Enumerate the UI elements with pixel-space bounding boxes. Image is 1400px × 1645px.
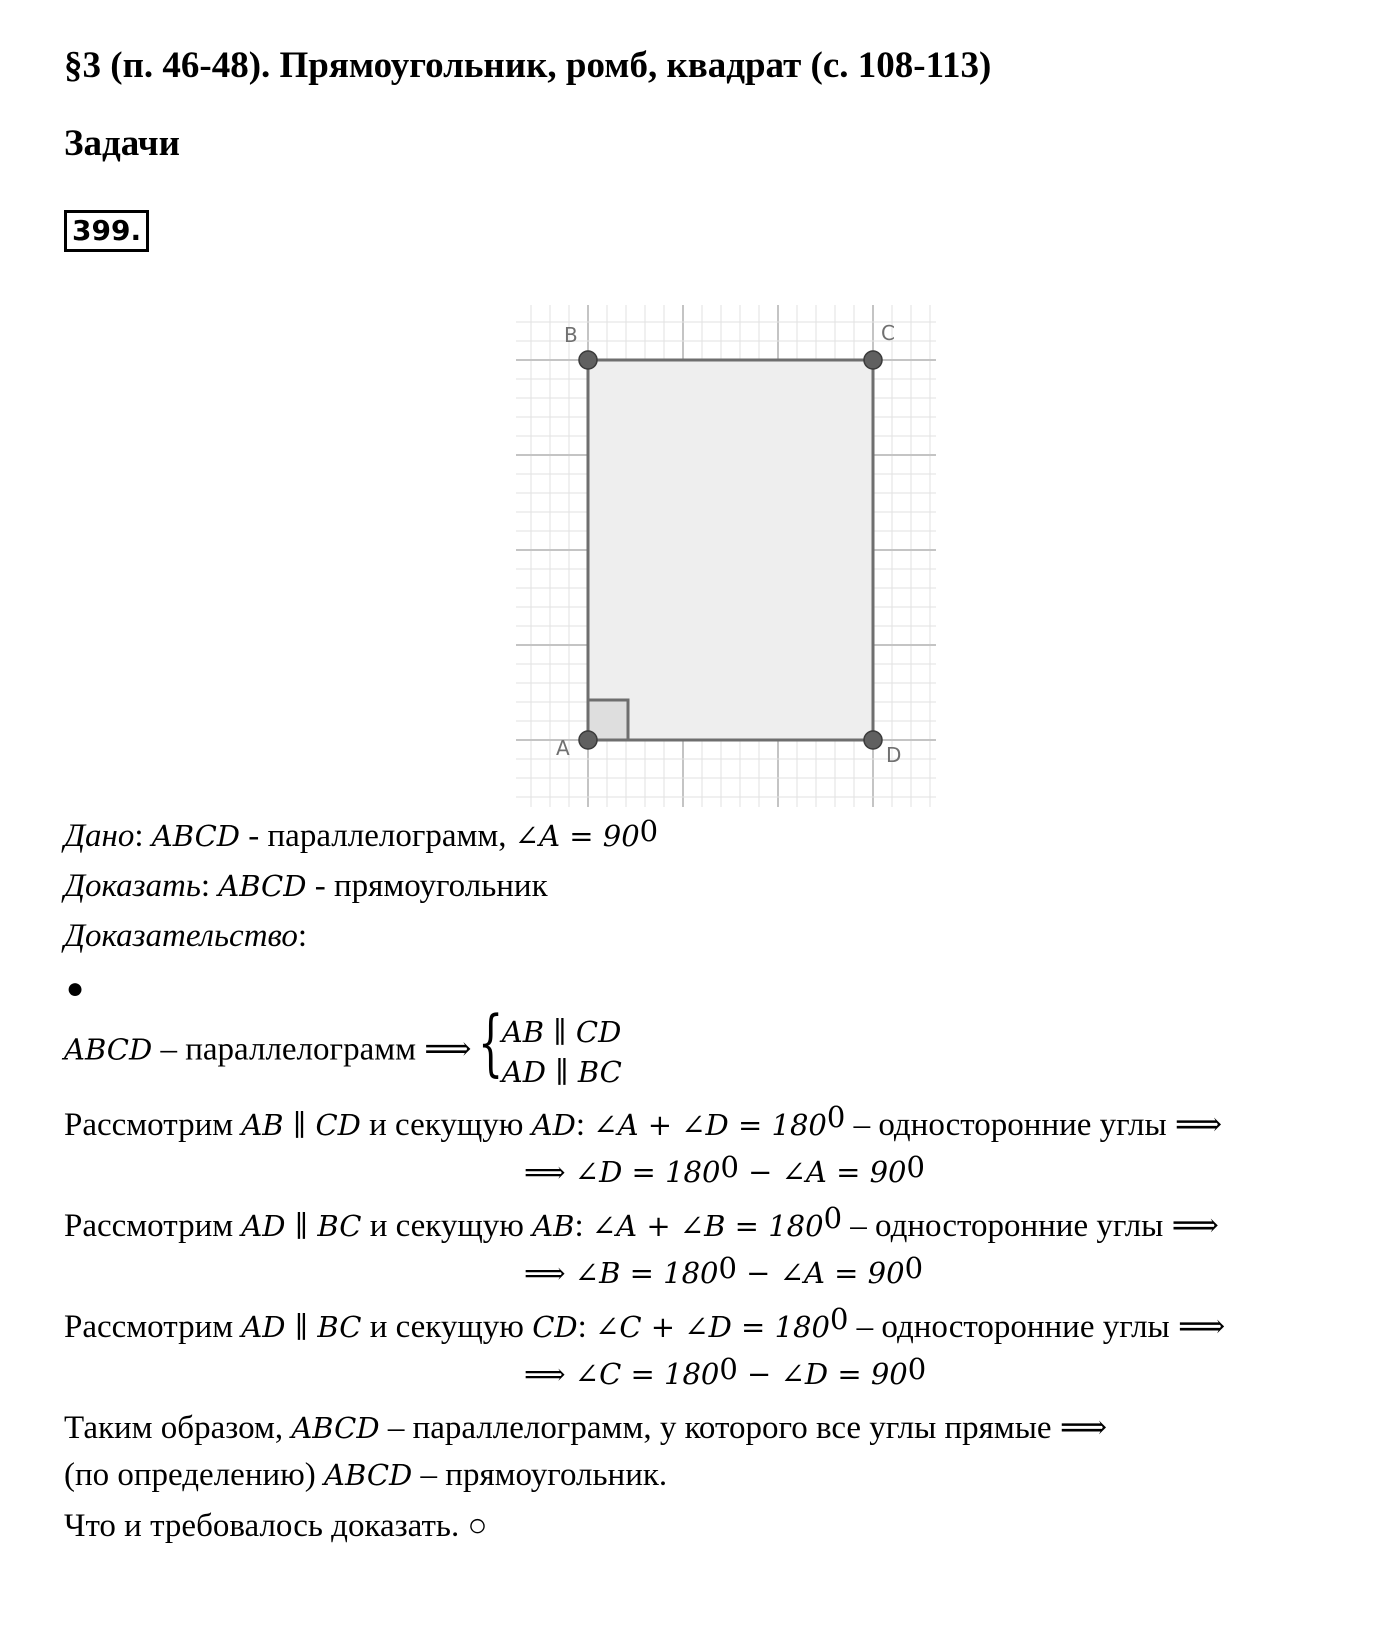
result-degree: 0 bbox=[718, 1251, 737, 1285]
step-degree: 0 bbox=[826, 1100, 846, 1134]
result-degree: 0 bbox=[907, 1352, 927, 1386]
step-degree: 0 bbox=[823, 1201, 843, 1235]
conclusion-line-2 bbox=[64, 1457, 667, 1494]
proof-line: Доказательство: bbox=[64, 918, 308, 954]
result-part: ⟹ ∠C = 180 bbox=[524, 1357, 720, 1391]
given-object: ABCD bbox=[151, 819, 241, 853]
rectangle-figure bbox=[516, 305, 936, 807]
step-secant: AB bbox=[532, 1209, 575, 1243]
step-3-result bbox=[524, 1352, 927, 1393]
label-a: A bbox=[556, 736, 570, 760]
system-object: ABCD bbox=[64, 1032, 153, 1067]
given-degree: 0 bbox=[639, 814, 659, 848]
label-c: C bbox=[881, 321, 895, 345]
label-d: D bbox=[886, 743, 902, 767]
step-text: Рассмотрим bbox=[64, 1208, 242, 1244]
system-text: – параллелограмм ⟹ bbox=[152, 1031, 480, 1068]
system-block bbox=[477, 1000, 622, 1092]
step-parallel: AD ∥ BC bbox=[241, 1209, 362, 1243]
problem-number: 399. bbox=[64, 210, 149, 252]
step-tail: – односторонние углы ⟹ bbox=[848, 1309, 1226, 1345]
prove-label: Доказать bbox=[64, 868, 201, 904]
result-degree: 0 bbox=[906, 1150, 925, 1184]
conclusion-object: ABCD bbox=[291, 1411, 380, 1445]
step-2: Рассмотрим AD ∥ BC и секущую AB: ∠A + ∠B = $180^0$ – односторонние углы ⟹ bbox=[64, 1201, 1219, 1244]
step-parallel: AB ∥ CD bbox=[241, 1108, 361, 1142]
step-text: Рассмотрим bbox=[64, 1107, 242, 1143]
step-3: Рассмотрим AD ∥ BC и секущую CD: ∠C + ∠D = $180^0$ – односторонние углы ⟹ bbox=[64, 1302, 1226, 1345]
conclusion-line-1 bbox=[64, 1407, 1107, 1447]
system-line bbox=[64, 1000, 622, 1092]
step-secant: CD bbox=[532, 1310, 578, 1344]
conclusion-line-3: Что и требовалось доказать. ○ bbox=[64, 1508, 488, 1544]
result-part: ⟹ ∠D = 180 bbox=[524, 1155, 721, 1189]
result-degree: 0 bbox=[720, 1150, 739, 1184]
page-title: §3 (п. 46-48). Прямоугольник, ромб, квадрат (с. 108-113) bbox=[64, 45, 992, 86]
system-line-1: AB ∥ CD bbox=[501, 1015, 622, 1049]
result-part: ⟹ ∠B = 180 bbox=[524, 1256, 719, 1290]
step-tail: – односторонние углы ⟹ bbox=[842, 1208, 1219, 1244]
prove-object: ABCD bbox=[218, 869, 307, 903]
step-parallel: AD ∥ BC bbox=[241, 1310, 362, 1344]
step-1-result bbox=[524, 1150, 925, 1191]
conclusion-text: – параллелограмм, у которого все углы прямые ⟹ bbox=[379, 1410, 1108, 1446]
conclusion-text: (по определению) bbox=[64, 1457, 325, 1493]
result-degree: 0 bbox=[904, 1251, 924, 1285]
given-label: Дано bbox=[64, 818, 135, 854]
label-b: B bbox=[564, 323, 578, 347]
conclusion-text: – прямоугольник. bbox=[412, 1457, 668, 1493]
step-text: и секущую bbox=[360, 1107, 532, 1143]
step-text: и секущую bbox=[361, 1208, 533, 1244]
system-line-2: AD ∥ BC bbox=[501, 1055, 622, 1089]
prove-text: - прямоугольник bbox=[306, 868, 548, 904]
step-equation: ∠A + ∠B = 180 bbox=[591, 1209, 824, 1243]
step-equation: ∠A + ∠D = 180 bbox=[593, 1108, 827, 1142]
given-text: - параллелограмм, bbox=[240, 818, 515, 854]
conclusion-object: ABCD bbox=[324, 1458, 413, 1492]
step-2-result bbox=[524, 1251, 924, 1292]
step-equation: ∠C + ∠D = 180 bbox=[595, 1310, 830, 1344]
step-text: Рассмотрим bbox=[64, 1309, 242, 1345]
point-a bbox=[579, 731, 597, 749]
brace: { bbox=[477, 1000, 503, 1084]
point-c bbox=[864, 351, 882, 369]
step-1: Рассмотрим AB ∥ CD и секущую AD: ∠A + ∠D = $180^0$ – односторонние углы ⟹ bbox=[64, 1100, 1223, 1143]
conclusion-text: Таким образом, bbox=[64, 1410, 292, 1446]
rectangle-abcd bbox=[588, 360, 873, 740]
step-secant: AD bbox=[531, 1108, 576, 1142]
section-subtitle: Задачи bbox=[64, 123, 180, 164]
point-b bbox=[579, 351, 597, 369]
prove-line: Доказать: ABCD - прямоугольник bbox=[64, 868, 548, 904]
step-tail: – односторонние углы ⟹ bbox=[845, 1107, 1223, 1143]
result-part: − ∠A = 90 bbox=[736, 1256, 905, 1290]
result-degree: 0 bbox=[719, 1352, 738, 1386]
point-d bbox=[864, 731, 882, 749]
proof-label: Доказательство bbox=[64, 918, 298, 954]
result-part: − ∠D = 90 bbox=[737, 1357, 908, 1391]
given-line: Дано: ABCD - параллелограмм, ∠A = $90^0$ bbox=[64, 814, 659, 854]
step-degree: 0 bbox=[829, 1302, 849, 1336]
given-angle: ∠A = 90 bbox=[514, 819, 640, 853]
step-text: и секущую bbox=[361, 1309, 533, 1345]
result-part: − ∠A = 90 bbox=[738, 1155, 907, 1189]
bullet: ● bbox=[66, 972, 85, 1005]
